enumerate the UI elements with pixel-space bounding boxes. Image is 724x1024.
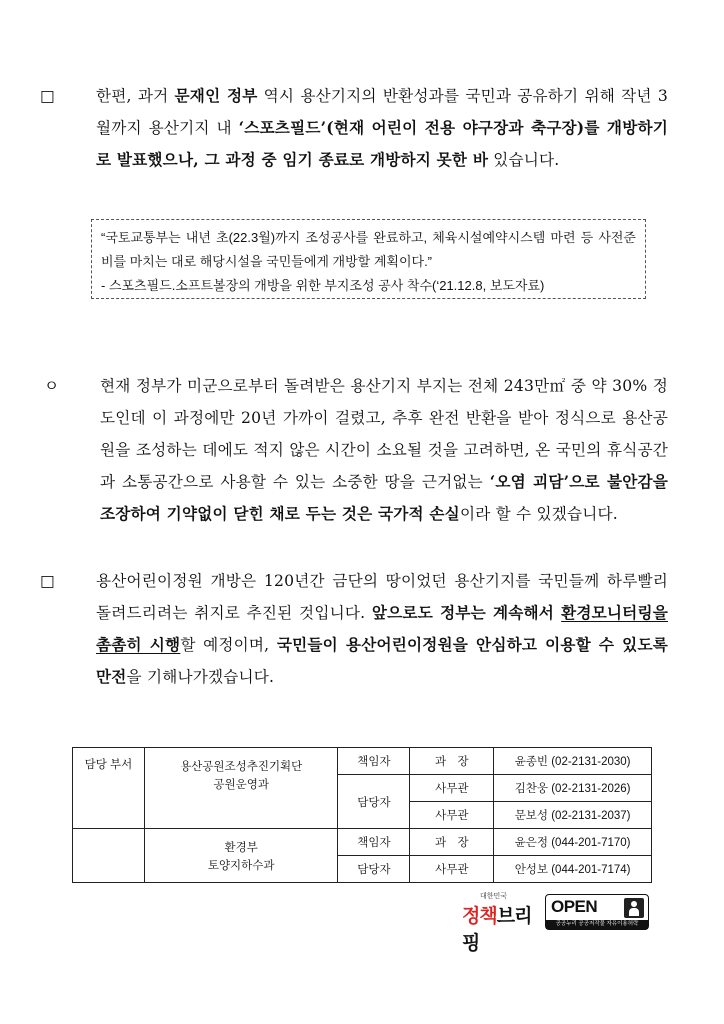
bold-text: 앞으로도 정부는 계속해서 <box>371 603 562 622</box>
license-strip: 공공누리 공공저작물 자유이용허락 <box>546 920 648 929</box>
open-label: OPEN <box>551 897 598 916</box>
role-cell: 책임자 <box>338 748 410 775</box>
title-cell: 사무관 <box>410 775 494 802</box>
quote-text: “국토교통부는 내년 초(22.3월)까지 조성공사를 완료하고, 체육시설예약시스템 마련 등 사전준비를 마치는 대로 해당시설을 국민들에게 개방할 계획이다.” <box>101 230 636 269</box>
square-bullet: □ <box>40 572 55 590</box>
person-icon <box>624 898 644 918</box>
contact-table <box>72 747 652 883</box>
role-cell: 담당자 <box>338 775 410 829</box>
title-cell: 과 장 <box>410 748 494 775</box>
paragraph-past-government: □ 한편, 과거 문재인 정부 역시 용산기지의 반환성과를 국민과 공유하기 위해 작년 3월까지 용산기지 내 ‘스포츠필드’(현재 어린이 전용 야구장과 축구장)를 개방하기로 발표했으나, 그 과정 중 임기 종료로 개방하지 못한 바 있습니다. <box>68 80 668 176</box>
dept-header: 담당 부서 <box>73 748 145 829</box>
logo-country-text: 대한민국 <box>480 893 508 900</box>
paragraph-garden-opening: □ 용산어린이정원 개방은 120년간 금단의 땅이었던 용산기지를 국민들께 하루빨리 돌려드리려는 취지로 추진된 것입니다. 앞으로도 정부는 계속해서 환경모니터링을 촘촘히 시행할 예정이며, 국민들이 용산어린이정원을 안심하고 이용할 수 있도록 만전을 기해나가겠습니다. <box>68 565 668 693</box>
bold-text: 국민들이 용산어린이정원을 안심하고 이용할 수 있도록 만전 <box>96 635 668 686</box>
org-division: 공원운영과 <box>213 779 269 791</box>
org-name: 용산공원조성추진기획단 <box>180 761 303 773</box>
quote-box <box>91 219 646 299</box>
title-cell: 사무관 <box>410 802 494 829</box>
underlined-bold-text: 환경모니터링을 촘촘히 시행 <box>96 603 668 654</box>
org-division: 토양지하수과 <box>207 860 275 872</box>
square-bullet: □ <box>40 87 55 105</box>
contact-cell: 안성보 (044-201-7174) <box>494 856 652 883</box>
dept-header-empty <box>73 829 145 883</box>
title-cell: 사무관 <box>410 856 494 883</box>
dept-cell-1 <box>144 748 338 829</box>
bold-text: ‘오염 괴담’으로 불안감을 조장하여 기약없이 닫힌 채로 두는 것은 국가적 손실 <box>100 472 668 523</box>
circle-bullet: ㅇ <box>44 377 60 395</box>
bold-text: 문재인 정부 <box>174 86 258 105</box>
paragraph-current-government: ㅇ 현재 정부가 미군으로부터 돌려받은 용산기지 부지는 전체 243만㎡ 중 약 30% 정도인데 이 과정에만 20년 가까이 걸렸고, 추후 완전 반환을 받아 정식으로 용산공원을 조성하는 데에도 적지 않은 시간이 소요될 것을 고려하면, 온 국민의 휴식공간과 소통공간으로 사용할 수 있는 소중한 땅을 근거없는 ‘오염 괴담’으로 불안감을 조장하여 기약없이 닫힌 채로 두는 것은 국가적 손실이라 할 수 있겠습니다. <box>72 370 668 530</box>
contact-cell: 윤종빈 (02-2131-2030) <box>494 748 652 775</box>
title-cell: 과 장 <box>410 829 494 856</box>
policy-briefing-logo <box>462 891 548 954</box>
contact-cell: 윤은정 (044-201-7170) <box>494 829 652 856</box>
open-license-badge <box>545 894 649 930</box>
contact-cell: 문보성 (02-2131-2037) <box>494 802 652 829</box>
quote-source: - 스포츠필드.소프트볼장의 개방을 위한 부지조성 공사 착수(‘21.12.8, 보도자료) <box>101 278 545 293</box>
role-cell: 책임자 <box>338 829 410 856</box>
logo-main-text: 정책브리핑 <box>462 906 532 954</box>
role-cell: 담당자 <box>338 856 410 883</box>
org-name: 환경부 <box>224 842 258 854</box>
contact-cell: 김찬웅 (02-2131-2026) <box>494 775 652 802</box>
bold-text: ‘스포츠필드’(현재 어린이 전용 야구장과 축구장)를 개방하기로 발표했으나, 그 과정 중 임기 종료로 개방하지 못한 바 <box>96 118 668 169</box>
dept-cell-2 <box>144 829 338 883</box>
